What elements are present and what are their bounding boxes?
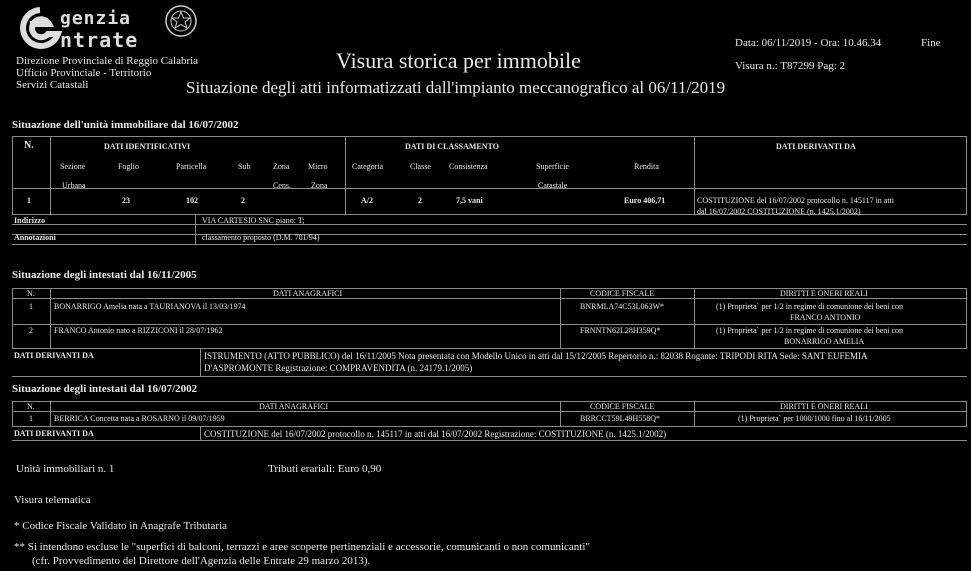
hdr-micro-zona: Zona <box>311 181 328 190</box>
i1-hdr-n: N. <box>27 289 35 298</box>
note-codice-fiscale: * Codice Fiscale Validato in Anagrafe Tributaria <box>14 520 228 532</box>
end-marker: Fine <box>921 37 941 49</box>
hdr-categoria: Categoria <box>352 162 384 171</box>
cell-n: 1 <box>27 196 31 205</box>
i1-r1-anag: BONARRIGO Amelia nata a TAURIANOVA il 13/03/1974 <box>54 302 246 311</box>
i1-r2-n: 2 <box>29 326 33 335</box>
i1-hdr-diritti: DIRITTI E ONERI REALI <box>780 289 868 298</box>
cell-categoria: A/2 <box>361 196 373 205</box>
hdr-sub: Sub <box>238 162 251 171</box>
logo-e-icon <box>18 4 62 52</box>
office-line-2: Ufficio Provinciale - Territorio <box>16 67 152 79</box>
logo-text-bottom: ntrate <box>60 28 139 52</box>
group-classamento: DATI DI CLASSAMENTO <box>405 142 499 151</box>
i2-hdr-diritti: DIRITTI E ONERI REALI <box>780 402 868 411</box>
hdr-sezione: Sezione <box>60 162 86 171</box>
visura-number: Visura n.: T87299 Pag: 2 <box>735 60 846 72</box>
visura-telematica: Visura telematica <box>14 494 91 506</box>
page-title: Visura storica per immobile <box>336 48 581 73</box>
cell-derivanti-2: dal 16/07/2002 COSTITUZIONE (n. 1425.1/2002) <box>697 207 861 216</box>
i2-r1-anag: BERRICA Concetta nata a ROSARNO il 09/07/1959 <box>54 414 225 423</box>
i1-r2-dir2: BONARRIGO AMELIA <box>784 337 865 346</box>
i1-r1-cf: BNRMLA74C53L063W* <box>580 302 664 311</box>
i1-r2-cf: FRNNTN62L28H359Q* <box>580 326 661 335</box>
hdr-consistenza: Consistenza <box>449 162 488 171</box>
cell-rendita: Euro 406,71 <box>624 196 666 205</box>
i1-r1-dir2: FRANCO ANTONIO <box>790 313 861 322</box>
note-superfici-2: (cfr. Provvedimento del Direttore dell'Agenzia delle Entrate 29 marzo 2013). <box>32 555 371 567</box>
hdr-urbana: Urbana <box>62 181 86 190</box>
i1-hdr-anagrafici: DATI ANAGRAFICI <box>273 289 343 298</box>
tributi-erariali: Tributi erariali: Euro 0,90 <box>268 463 382 475</box>
indirizzo-value: VIA CARTESIO SNC piano: T; <box>202 216 305 225</box>
hdr-micro: Micro <box>308 162 328 171</box>
i2-r1-cf: BRRCCT59L49H558Q* <box>580 414 661 423</box>
i2-hdr-n: N. <box>27 402 35 411</box>
i2-deriv: COSTITUZIONE del 16/07/2002 protocollo n. 145117 in atti dal 16/07/2002 Registrazione: COSTITUZIONE (n. 1425.1/2002) <box>204 429 667 439</box>
i1-hdr-cf: CODICE FISCALE <box>590 289 655 298</box>
i1-r1-n: 1 <box>29 302 33 311</box>
i2-hdr-anagrafici: DATI ANAGRAFICI <box>259 402 329 411</box>
i2-r1-dir: (1) Proprieta` per 1000/1000 fino al 16/11/2005 <box>738 414 891 423</box>
cell-sub: 2 <box>241 196 245 205</box>
hdr-superficie: Superficie <box>536 162 569 171</box>
intestati-1-title: Situazione degli intestati dal 16/11/2005 <box>12 269 197 281</box>
date-time: Data: 06/11/2019 - Ora: 10.46.34 <box>735 37 882 49</box>
emblem-icon <box>164 4 198 38</box>
i1-deriv-1: ISTRUMENTO (ATTO PUBBLICO) del 16/11/2005 Nota presentata con Modello Unico in atti dal 15/12/2005 Repertorio n.: 82038 Rogante: TRIPODI RITA Sede: SANT EUFEMIA <box>204 351 868 361</box>
col-n: N. <box>24 140 34 151</box>
i1-deriv-2: D'ASPROMONTE Registrazione: COMPRAVENDITA (n. 24179.1/2005) <box>204 363 473 373</box>
office-line-3: Servizi Catastali <box>16 79 89 91</box>
group-identificativi: DATI IDENTIFICATIVI <box>104 142 191 151</box>
i1-deriv-label: DATI DERIVANTI DA <box>14 351 94 360</box>
note-superfici-1: ** Si intendono escluse le "superfici di balconi, terrazzi e aree scoperte pertinenziali e accessorie, comunicanti o non comunicanti" <box>14 541 590 553</box>
office-line-1: Direzione Provinciale di Reggio Calabria <box>16 55 199 67</box>
hdr-rendita: Rendita <box>634 162 659 171</box>
group-derivanti: DATI DERIVANTI DA <box>776 142 856 151</box>
hdr-zona: Zona <box>273 162 290 171</box>
indirizzo-label: Indirizzo <box>14 216 46 225</box>
i1-r2-dir1: (1) Proprieta` per 1/2 in regime di comunione dei beni con <box>716 326 904 335</box>
page-subtitle: Situazione degli atti informatizzati dall'impianto meccanografico al 06/11/2019 <box>186 78 726 97</box>
office-info <box>16 55 198 91</box>
agency-logo <box>18 4 198 56</box>
hdr-particella: Particella <box>176 162 207 171</box>
cell-classe: 2 <box>418 196 422 205</box>
hdr-classe: Classe <box>410 162 431 171</box>
annotazioni-label: Annotazioni <box>14 233 56 242</box>
unit-section-title: Situazione dell'unità immobiliare dal 16/07/2002 <box>12 119 239 131</box>
cell-particella: 102 <box>186 196 198 205</box>
hdr-cens: Cens. <box>273 181 291 190</box>
cell-derivanti-1: COSTITUZIONE del 16/07/2002 protocollo n. 145117 in atti <box>697 196 895 205</box>
intestati-2-title: Situazione degli intestati dal 16/07/2002 <box>12 383 198 395</box>
i2-deriv-label: DATI DERIVANTI DA <box>14 429 94 438</box>
logo-text-top: genzia <box>60 8 132 29</box>
hdr-foglio: Foglio <box>118 162 139 171</box>
i2-r1-n: 1 <box>29 414 33 423</box>
cell-consistenza: 7,5 vani <box>456 196 483 205</box>
i1-r2-anag: FRANCO Antonio nato a RIZZICONI il 28/07/1962 <box>54 326 223 335</box>
unita-immobiliari: Unità immobiliari n. 1 <box>16 463 115 475</box>
hdr-catastale: Catastale <box>538 181 568 190</box>
i1-r1-dir1: (1) Proprieta` per 1/2 in regime di comunione dei beni con <box>716 302 904 311</box>
cell-foglio: 23 <box>122 196 130 205</box>
i2-hdr-cf: CODICE FISCALE <box>590 402 655 411</box>
annotazioni-value: classamento proposto (D.M. 701/94) <box>202 233 320 242</box>
